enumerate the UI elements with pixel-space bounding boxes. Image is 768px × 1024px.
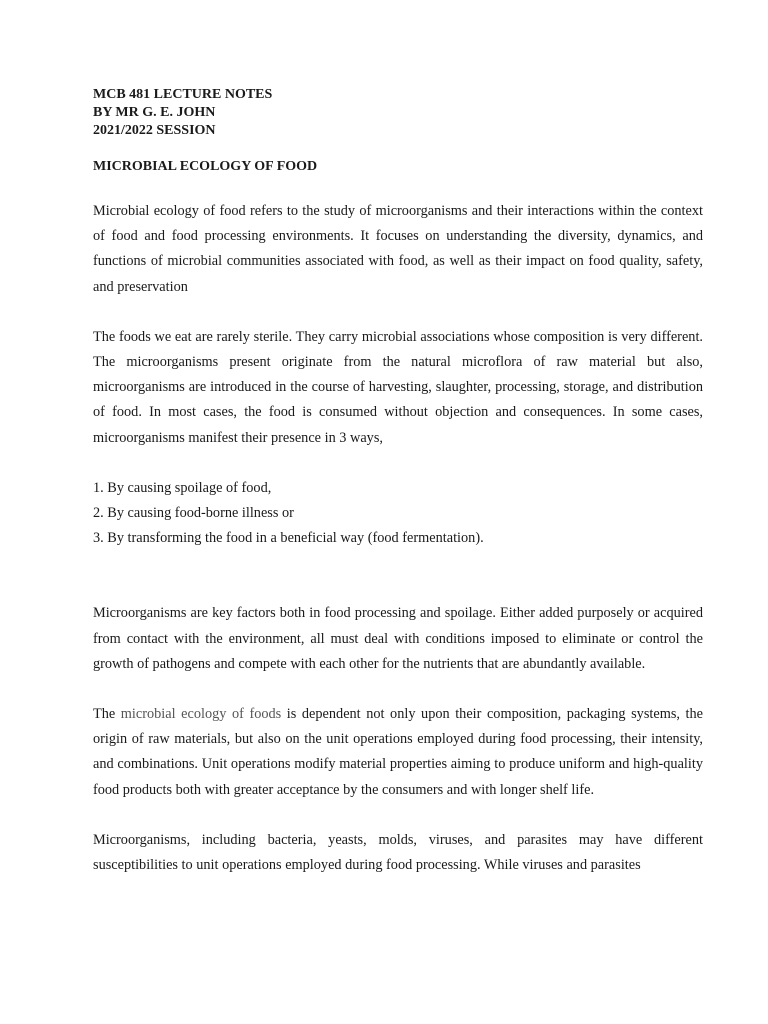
- paragraph-dependence: [93, 702, 703, 803]
- list-item: 3. By transforming the food in a beneficial way (food fermentation).: [93, 530, 484, 547]
- paragraph-key-factors: Microorganisms are key factors both in food processing and spoilage. Either added purposely or acquired from contact with the environment, all must deal with conditions imposed to eliminate or control the growth of pathogens and compete with each other for the nutrients that are abundantly available.: [93, 605, 703, 672]
- session-line: 2021/2022 SESSION: [93, 123, 216, 138]
- document-page: [93, 86, 703, 878]
- ways-list: [93, 476, 703, 552]
- document-title: MICROBIAL ECOLOGY OF FOOD: [93, 159, 318, 174]
- paragraph-susceptibility: Microorganisms, including bacteria, yeasts, molds, viruses, and parasites may have different susceptibilities to unit operations employed during food processing. While viruses and parasites: [93, 831, 703, 874]
- microbial-ecology-link[interactable]: microbial ecology of foods: [120, 706, 282, 723]
- paragraph-foods-not-sterile: The foods we eat are rarely sterile. They carry microbial associations whose composition is very different. The microorganisms present originate from the natural microflora of raw material but also, microorganisms are introduced in the course of harvesting, slaughter, processing, storage, and distribution of food. In most cases, the food is consumed without objection and consequences. In some cases, microorganisms manifest their presence in 3 ways,: [93, 328, 703, 446]
- paragraph-definition: Microbial ecology of food refers to the study of microorganisms and their interactions within the context of food and food processing environments. It focuses on understanding the diversity, dynamics, and functions of microbial communities associated with food, as well as their impact on food quality, safety, and preservation: [93, 203, 703, 295]
- list-item: 2. By causing food-borne illness or: [93, 505, 294, 522]
- list-item: 1. By causing spoilage of food,: [93, 479, 272, 496]
- paragraph-rest: is dependent not only upon their composition, packaging systems, the origin of raw materials, but also on the unit operations employed during food processing, their intensity, and combinations. Unit operations modify material properties aiming to produce uniform and high-quality food products both with greater acceptance by the consumers and with longer shelf life.: [93, 706, 703, 798]
- course-code: MCB 481 LECTURE NOTES: [93, 87, 273, 102]
- author-line: BY MR G. E. JOHN: [93, 105, 216, 120]
- paragraph-prefix: The: [93, 706, 121, 723]
